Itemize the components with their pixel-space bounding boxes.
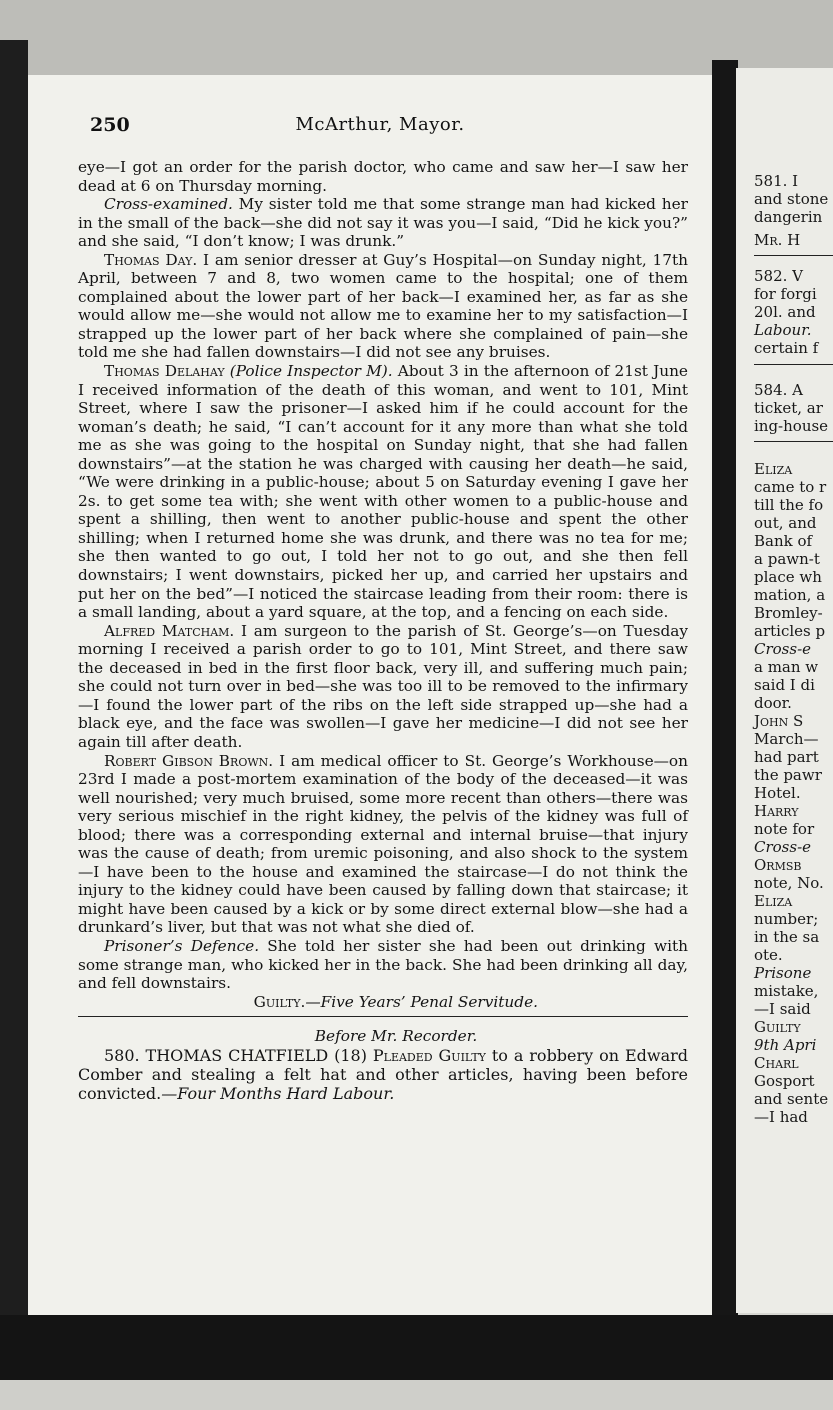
right-text-line: 582. V — [754, 267, 803, 285]
right-text-line: number; — [754, 910, 819, 928]
right-text-line: 581. I — [754, 172, 799, 190]
right-text-line: ticket, ar — [754, 399, 823, 417]
case-text: to a robbery on Edward Comber and stealing a felt hat and other articles, having been before convicted. — [78, 1045, 689, 1103]
right-text-line: a man w — [754, 658, 819, 676]
right-text-line: ing-house — [754, 417, 829, 435]
right-text-line: mation, a — [754, 586, 826, 604]
witness-name: Thomas Delahay — [104, 362, 225, 381]
right-text-line: had part — [754, 748, 819, 766]
case-580 — [78, 1046, 688, 1103]
verdict-sentence: —Five Years’ Penal Servitude. — [305, 992, 538, 1011]
right-rule — [754, 255, 833, 256]
cross-examined-label: Cross-examined. — [104, 195, 233, 214]
right-text-line: Hotel. — [754, 784, 801, 802]
witness-testimony: I am medical officer to St. George’s Workhouse—on 23rd I made a post-mortem examination of the body of the deceased—it was well nourished; very much bruised, some more recent than others—there was very serious mischief in the right kidney, the pelvis of the kidney was full of blood; there was a corresponding external and internal bruise—that injury was the cause of death; from uremic poisoning, and also shock to the system—I have been to the house and examined the staircase—I do not think the injury to the kidney could have been caused by falling down that staircase; it might have been caused by a kick or by some direct external blow—she had a drunkard’s liver, but that was not what she died of. — [78, 751, 688, 937]
right-text-line: certain f — [754, 339, 819, 357]
right-text-line: note, No. — [754, 874, 824, 892]
right-text-line: 20l. and — [754, 303, 816, 321]
right-text-line: the pawr — [754, 766, 822, 784]
right-text-line: Ormsb — [754, 856, 802, 874]
right-text-line: Gosport — [754, 1072, 815, 1090]
verdict-guilty: Guilty. — [253, 992, 306, 1011]
right-rule — [754, 441, 833, 442]
right-text-line: —I said — [754, 1000, 811, 1018]
right-text-line: for forgi — [754, 285, 817, 303]
right-text-line: said I di — [754, 676, 815, 694]
paragraph-prisoners-defence — [78, 937, 688, 993]
witness-name: Robert Gibson Brown. — [104, 751, 274, 770]
right-text-line: and sente — [754, 1090, 829, 1108]
verdict — [78, 993, 688, 1012]
right-text-line: note for — [754, 820, 815, 838]
right-text-line: —I had — [754, 1108, 808, 1126]
scan-top-margin — [0, 0, 833, 75]
cross-examined-text: My sister told me that some strange man had kicked her in the small of the back—she did not say it was you—I said, “Did he kick you?” and she said, “I don’t know; I was drunk.” — [78, 195, 688, 251]
scan-bottom-margin — [0, 1380, 833, 1410]
right-text-line: place wh — [754, 568, 822, 586]
paragraph-robert-gibson-brown — [78, 752, 688, 937]
page-number: 250 — [90, 114, 130, 136]
right-text-line: John S — [754, 712, 804, 730]
case-sentence: —Four Months Hard Labour. — [161, 1083, 395, 1103]
right-text-line: articles p — [754, 622, 826, 640]
right-text-line: 9th Apri — [754, 1036, 817, 1054]
case-plea: Pleaded Guilty — [372, 1045, 486, 1065]
right-text-line: Prisone — [754, 964, 812, 982]
facing-page-fragment — [736, 68, 833, 1313]
right-text-line: 584. A — [754, 381, 803, 399]
book-left-edge — [0, 40, 28, 1330]
right-text-line: ote. — [754, 946, 783, 964]
witness-testimony: About 3 in the afternoon of 21st June I received information of the death of this woman, and went to 101, Mint Street, where I saw the prisoner—I asked him if he could account for the woman’s death; he said, “I can’t account for it any more than what she told me as she was going to the hospital on Sunday night, that she had fallen downstairs”—at the station he was charged with causing her death—he said, “We were drinking in a public-house; about 5 on Saturday evening I gave her 2s. to get some tea with; she went with other women to a public-house and spent a shilling, then went to another public-house and spent the other shilling; when I returned home she was drunk, and there was no tea for me; she then wanted to go out, I told her not to go out, and she then fell downstairs; I went downstairs, picked her up, and carried her upstairs and put her on the bed”—I noticed the staircase leading from their room: there is a small landing, about a yard square, at the top, and a fencing on each side. — [78, 362, 688, 622]
right-text-line: Mr. H — [754, 231, 801, 249]
paragraph-thomas-delahay — [78, 362, 688, 622]
witness-role: (Police Inspector M). — [229, 362, 393, 381]
right-text-line: Eliza — [754, 460, 793, 478]
right-text-line: came to r — [754, 478, 827, 496]
witness-testimony: I am surgeon to the parish of St. George’s—on Tuesday morning I received a parish order to go to 101, Mint Street, and there saw the deceased in bed in the first floor back, very ill, and suffering much pain; she could not turn over in bed—she was too ill to be removed to the infirmary—I found the lower part of the ribs on the left side strapped up—she had a black eye, and the face was swollen—I gave her medicine—I did not see her again till after death. — [78, 621, 688, 751]
right-text-line: dangerin — [754, 208, 823, 226]
paragraph-continuation: eye—I got an order for the parish doctor, who came and saw her—I saw her dead at 6 on Thursday morning. — [78, 158, 688, 195]
section-rule — [78, 1016, 688, 1017]
right-text-line: Cross-e — [754, 838, 812, 856]
defence-label: Prisoner’s Defence. — [104, 936, 260, 955]
defence-text: She told her sister she had been out drinking with some strange man, who kicked her in the back. She had been drinking all day, and fell downstairs. — [78, 936, 688, 993]
right-text-line: till the fo — [754, 496, 824, 514]
witness-name: Thomas Day. — [104, 250, 198, 269]
paragraph-alfred-matcham — [78, 622, 688, 752]
right-text-line: mistake, — [754, 982, 819, 1000]
right-text-line: Bromley- — [754, 604, 823, 622]
paragraph-thomas-day — [78, 251, 688, 362]
right-text-line: Cross-e — [754, 640, 812, 658]
right-text-line: Charl — [754, 1054, 799, 1072]
right-text-line: door. — [754, 694, 792, 712]
running-head: McArthur, Mayor. — [295, 114, 465, 135]
right-text-line: in the sa — [754, 928, 820, 946]
right-rule — [754, 364, 833, 365]
case-number: 580. THOMAS CHATFIELD (18) — [104, 1045, 367, 1065]
witness-name: Alfred Matcham. — [104, 621, 235, 640]
right-text-line: Bank of — [754, 532, 813, 550]
paragraph-cross-examined — [78, 195, 688, 251]
right-text-line: Eliza — [754, 892, 793, 910]
witness-testimony: I am senior dresser at Guy’s Hospital—on Sunday night, 17th April, between 7 and 8, two women came to the hospital; one of them complained about the lower part of her back—I examined her, as far as she would allow me—she would not allow me to examine her to my satisfaction—I strapped up the lower part of her back where she complained of pain—she told me she had fallen downstairs—I did not see any bruises. — [78, 250, 689, 362]
before-recorder: Before Mr. Recorder. — [314, 1027, 478, 1046]
right-text-line: Harry — [754, 802, 799, 820]
right-text-line: and stone — [754, 190, 829, 208]
book-gutter — [712, 60, 738, 1340]
right-text-line: a pawn-t — [754, 550, 820, 568]
scan-bottom-shadow — [0, 1315, 833, 1380]
page-header — [60, 112, 700, 142]
page-body — [78, 158, 688, 1103]
right-text-line: Labour. — [754, 321, 812, 339]
right-text-line: out, and — [754, 514, 817, 532]
right-text-line: Guilty — [754, 1018, 801, 1036]
right-text-line: March— — [754, 730, 819, 748]
